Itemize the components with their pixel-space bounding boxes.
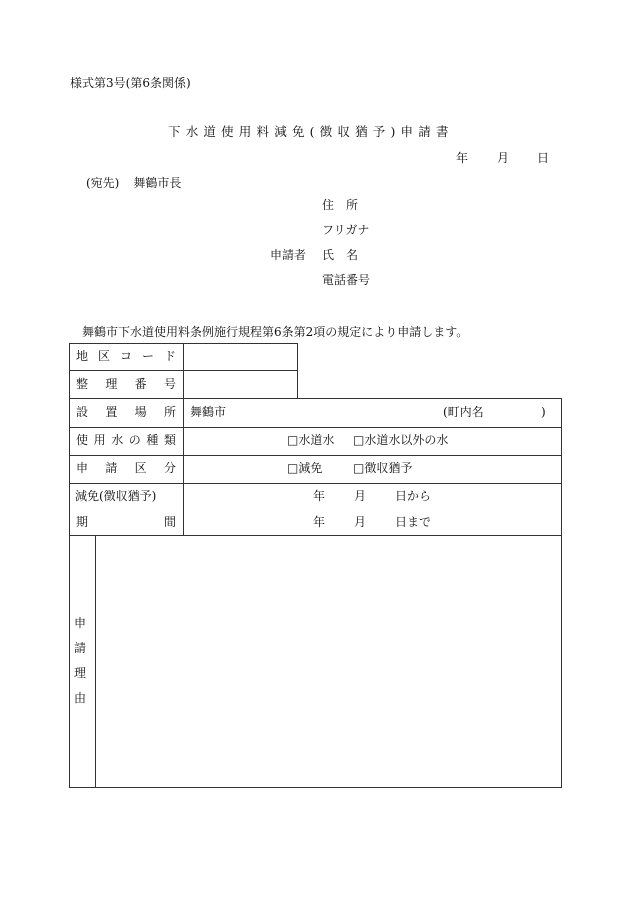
reason-label-char-2: 請 — [74, 641, 87, 655]
name-label: 氏 名 — [322, 248, 359, 262]
period-to-year: 年 — [313, 515, 326, 529]
town-name-close: ) — [541, 405, 546, 419]
town-name-label: (町内名 — [443, 405, 484, 419]
water-type-option-tap[interactable]: □水道水 — [287, 433, 335, 447]
form-number: 様式第3号(第6条関係) — [70, 76, 191, 90]
water-type-label: 使 用 水 の 種 類 — [76, 433, 176, 447]
period-label-end: 間 — [164, 515, 177, 529]
district-code-field[interactable] — [184, 344, 296, 370]
reason-label-char-1: 申 — [74, 616, 87, 630]
furigana-label: フリガナ — [322, 223, 370, 237]
phone-label: 電話番号 — [322, 273, 371, 287]
category-option-exemption[interactable]: □減免 — [287, 461, 323, 475]
period-from-month: 月 — [354, 489, 367, 503]
address-label: 住 所 — [322, 198, 359, 212]
reason-label-char-4: 由 — [74, 691, 87, 705]
reason-field[interactable] — [96, 536, 560, 786]
date-year-label: 年 — [456, 151, 469, 165]
reference-number-label: 整 理 番 号 — [76, 377, 176, 391]
addressee — [86, 177, 181, 189]
category-option-deferral[interactable]: □徴収猶予 — [353, 461, 413, 475]
applicant-group-label: 申請者 — [270, 248, 307, 262]
period-from-year: 年 — [313, 489, 326, 503]
addressee-name: 舞鶴市長 — [133, 176, 182, 190]
location-label: 設 置 場 所 — [76, 405, 176, 419]
addressee-prefix: (宛先) — [86, 176, 120, 190]
period-to-month: 月 — [354, 515, 367, 529]
location-city: 舞鶴市 — [190, 405, 227, 419]
date-month-label: 月 — [497, 151, 510, 165]
period-to-day: 日まで — [395, 515, 432, 529]
category-label: 申 請 区 分 — [76, 461, 176, 475]
declaration-text: 舞鶴市下水道使用料条例施行規程第6条第2項の規定により申請します。 — [82, 325, 469, 339]
period-label-start: 期 — [76, 515, 89, 529]
reason-label-char-3: 理 — [74, 666, 87, 680]
period-from-day: 日から — [395, 489, 432, 503]
date-day-label: 日 — [537, 151, 550, 165]
district-code-label: 地 区 コ ー ド — [76, 349, 176, 363]
reference-number-field[interactable] — [184, 371, 296, 397]
period-label-line1: 減免(徴収猶予) — [75, 489, 157, 503]
water-type-option-other[interactable]: □水道水以外の水 — [353, 433, 449, 447]
form-title: 下水道使用料減免(徴収猶予)申請書 — [168, 124, 454, 139]
